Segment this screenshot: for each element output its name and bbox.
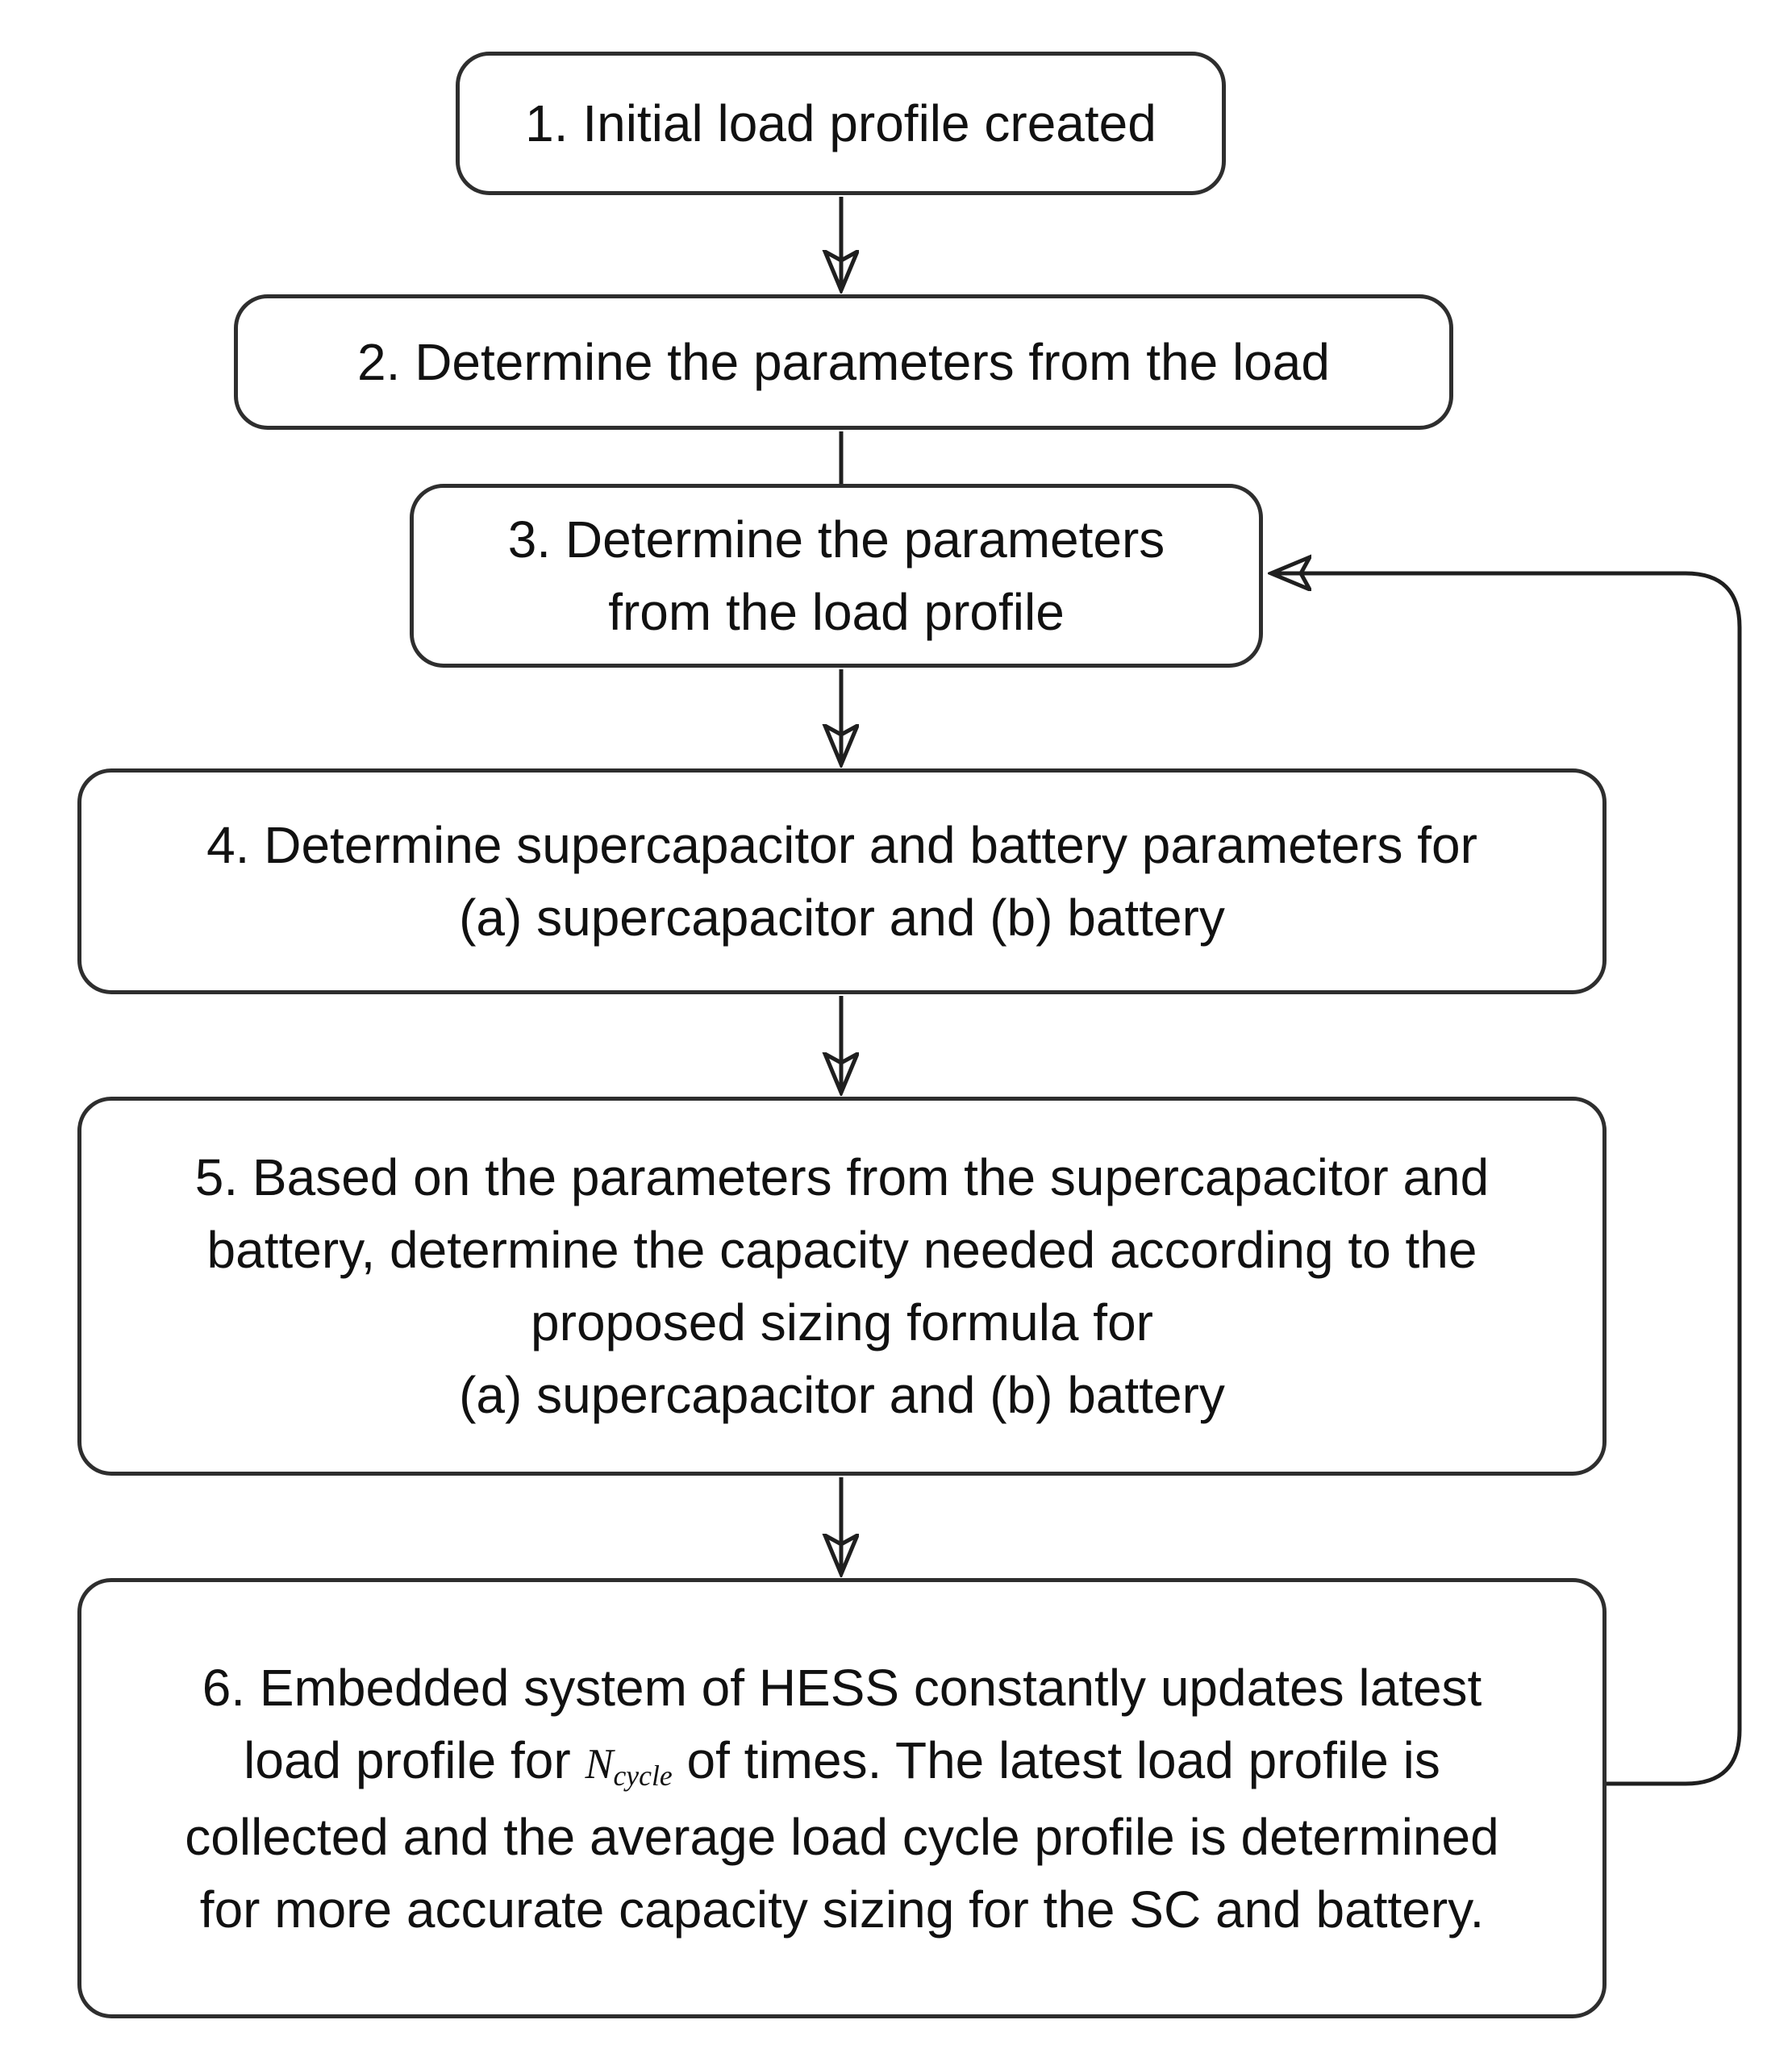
step-5-text-line-2: battery, determine the capacity needed according to the xyxy=(206,1221,1477,1279)
step-6-text-line-1: 6. Embedded system of HESS constantly updates latest xyxy=(202,1658,1482,1717)
step-5-text-line-3: proposed sizing formula for xyxy=(531,1293,1153,1351)
step-2-box xyxy=(234,294,1453,430)
step-3-text-line-1: 3. Determine the parameters xyxy=(507,510,1165,568)
step-6-text-line-2 xyxy=(90,1724,1594,1801)
n-cycle-symbol: N xyxy=(585,1740,614,1788)
step-2-text: 2. Determine the parameters from the load xyxy=(357,333,1330,391)
n-cycle-subscript: cycle xyxy=(613,1759,673,1792)
n-cycle-variable xyxy=(585,1740,673,1792)
step-1-box xyxy=(456,52,1226,195)
step-6-box xyxy=(77,1578,1607,2018)
step-5-text-line-1: 5. Based on the parameters from the supercapacitor and xyxy=(194,1148,1490,1206)
step-3-box xyxy=(410,484,1263,668)
step-4-text-line-1: 4. Determine supercapacitor and battery parameters for xyxy=(206,816,1477,874)
step-3-text-line-2: from the load profile xyxy=(608,583,1065,641)
step-1-text: 1. Initial load profile created xyxy=(525,94,1156,152)
step-6-text-line-3: collected and the average load cycle profile is determined xyxy=(185,1807,1499,1866)
step-6-line-2-suffix: of times. The latest load profile is xyxy=(672,1730,1440,1789)
step-5-text-line-4: (a) supercapacitor and (b) battery xyxy=(459,1366,1225,1424)
step-5-box xyxy=(77,1097,1607,1476)
step-4-text-line-2: (a) supercapacitor and (b) battery xyxy=(459,889,1225,947)
step-6-text-line-4: for more accurate capacity sizing for the SC and battery. xyxy=(199,1880,1485,1939)
step-6-line-2-prefix: load profile for xyxy=(244,1730,586,1789)
step-4-box xyxy=(77,768,1607,994)
